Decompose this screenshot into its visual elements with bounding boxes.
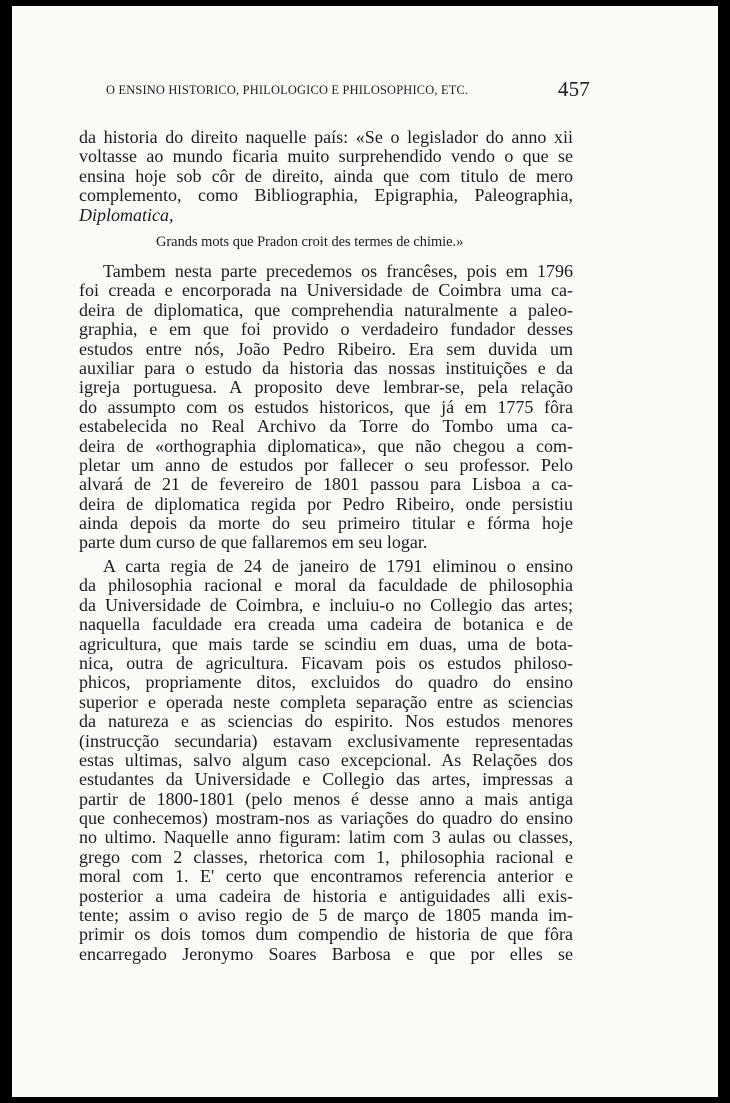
text-line: nica, outra de agricultura. Ficavam pois os estudos philoso- — [79, 653, 573, 673]
text-line: complemento, como Bibliographia, Epigraphia, Paleographia, — [79, 185, 573, 206]
text-line: da philosophia racional e moral da faculdade de philosophia — [79, 576, 573, 596]
page-number: 457 — [557, 77, 590, 101]
text-line: deira de «orthographia diplomatica», que não chegou a com- — [79, 436, 573, 456]
paragraph-1 — [79, 128, 573, 225]
text-line: superior e operada neste completa separação entre as sciencias — [79, 692, 573, 712]
paragraph-3 — [79, 557, 573, 964]
paragraph-2 — [79, 262, 573, 553]
text-line: estudos entre nós, João Pedro Ribeiro. Era sem duvida um — [79, 339, 573, 359]
text-line: Tambem nesta parte precedemos os francêses, pois em 1796 — [103, 262, 573, 281]
text-line: deira de diplomatica, que comprehendia naturalmente a paleo- — [79, 300, 573, 320]
text-line: primir os dois tomos dum compendio de historia de que fôra — [79, 925, 573, 945]
text-line: naquella faculdade era creada uma cadeira de botanica e de — [79, 615, 573, 635]
text-line: da natureza e as sciencias do espirito. Nos estudos menores — [79, 712, 573, 732]
text-line: tente; assim o aviso regio de 5 de março de 1805 manda im- — [79, 906, 573, 926]
text-line: partir de 1800-1801 (pelo menos é desse anno a mais antiga — [79, 789, 573, 809]
text-line: deira de diplomatica regida por Pedro Ribeiro, onde persistiu — [79, 494, 573, 514]
running-title: O ENSINO HISTORICO, PHILOLOGICO E PHILOSOPHICO, ETC. — [106, 83, 469, 97]
text-line: igreja portuguesa. A proposito deve lembrar-se, pela relação — [79, 378, 573, 398]
text-line: posterior a uma cadeira de historia e antiguidades alli exis- — [79, 886, 573, 906]
text-line: graphia, e em que foi provido o verdadeiro fundador desses — [79, 320, 573, 340]
text-line: no ultimo. Naquelle anno figuram: latim com 3 aulas ou classes, — [79, 828, 573, 848]
text-line: voltasse ao mundo ficaria muito surprehendido vendo o que se — [79, 146, 573, 167]
text-line: moral com 1. E' certo que encontramos referencia anterior e — [79, 867, 573, 887]
text-line: que conhecemos) mostram-nos as variações do quadro do ensino — [79, 809, 573, 829]
text-line: pletar um anno de estudos por fallecer o seu professor. Pelo — [79, 455, 573, 475]
text-line: grego com 2 classes, rhetorica com 1, philosophia racional e — [79, 847, 573, 867]
text-line: auxiliar para o estudo da historia das nossas instituições e da — [79, 358, 573, 378]
text-line: da Universidade de Coimbra, e incluiu-o no Collegio das artes; — [79, 595, 573, 615]
text-line: foi creada e encorporada na Universidade de Coimbra uma ca- — [79, 281, 573, 301]
text-line: alvará de 21 de fevereiro de 1801 passou para Lisboa a ca- — [79, 475, 573, 495]
text-line: do assumpto com os estudos historicos, que já em 1775 fôra — [79, 397, 573, 417]
text-line: Diplomatica, — [79, 204, 174, 225]
text-line: ensina hoje sob côr de direito, ainda que com titulo de mero — [79, 165, 573, 186]
text-line: parte dum curso de que fallaremos em seu logar. — [79, 533, 428, 553]
text-line: phicos, propriamente ditos, excluidos do quadro do ensino — [79, 673, 573, 693]
text-line: estabelecida no Real Archivo da Torre do Tombo uma ca- — [79, 417, 573, 437]
text-line: encarregado Jeronymo Soares Barbosa e que por elles se — [79, 944, 573, 964]
text-line: agricultura, que mais tarde se scindiu em duas, uma de bota- — [79, 634, 573, 654]
text-line: estas ultimas, salvo algum caso excepcional. As Relações dos — [79, 750, 573, 770]
text-line: estudantes da Universidade e Collegio das artes, impressas a — [79, 770, 573, 790]
text-line: (instrucção secundaria) estavam exclusivamente representadas — [79, 731, 573, 751]
verse-quote: Grands mots que Pradon croit des termes de chimie.» — [156, 234, 464, 250]
text-line: da historia do direito naquelle país: «Se o legislador do anno xii — [79, 127, 573, 147]
text-line: A carta regia de 24 de janeiro de 1791 eliminou o ensino — [103, 557, 573, 576]
text-line: ainda depois da morte do seu primeiro titular e fórma hoje — [79, 514, 573, 534]
